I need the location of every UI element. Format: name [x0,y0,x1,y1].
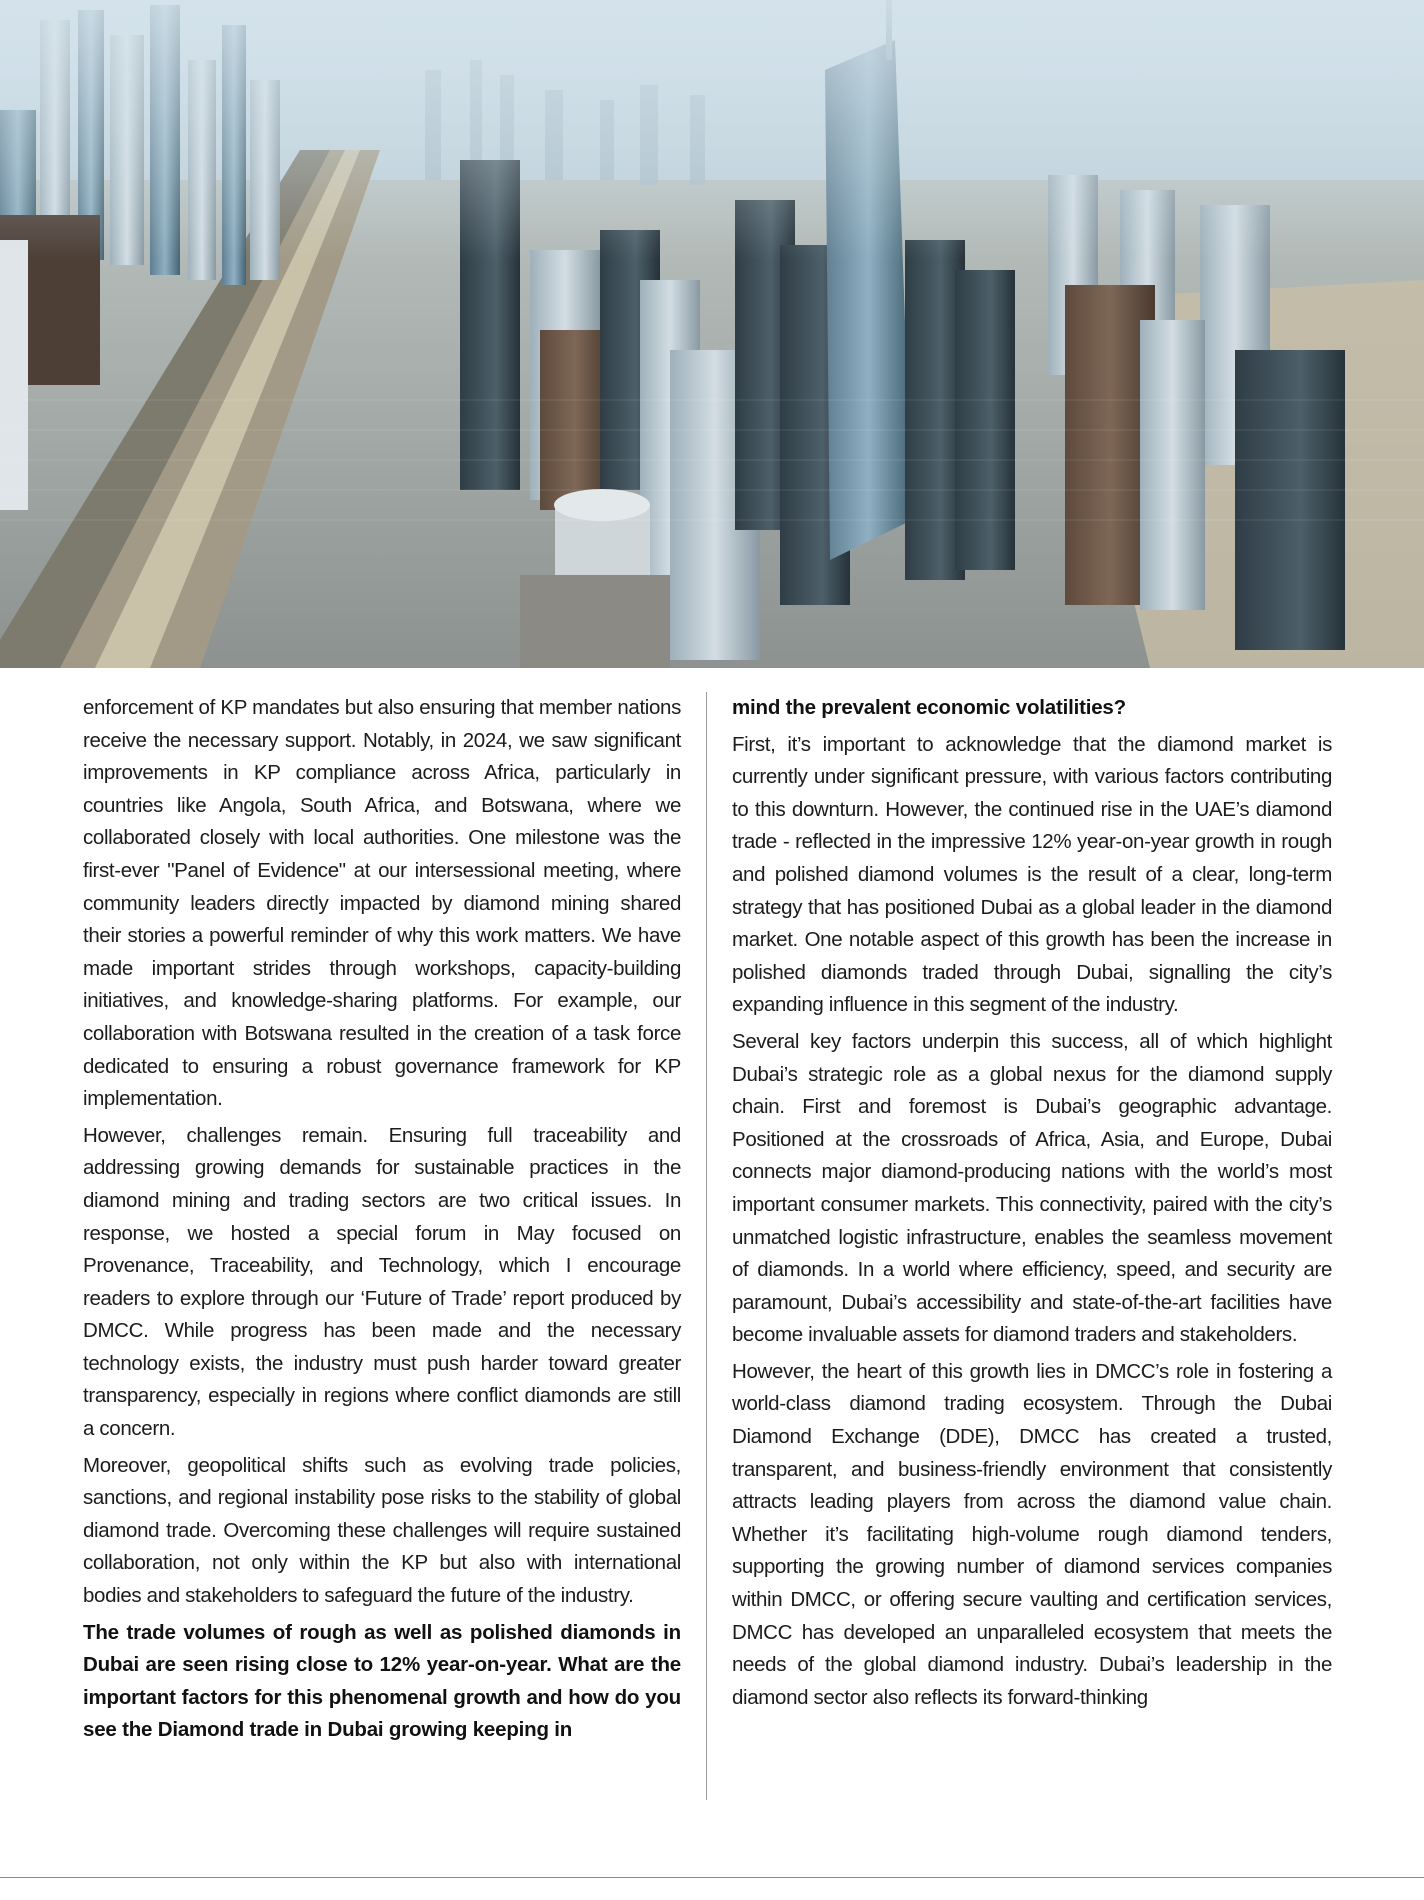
hero-image [0,0,1424,668]
body-paragraph: Several key factors underpin this success, all of which highlight Dubai’s strategic role as a global nexus for the diamond supply chain. First and foremost is Dubai’s geographic advantage. Positioned at the crossroads of Africa, Asia, and Europe, Dubai connects major diamond-producing nations with the world’s most important consumer markets. This connectivity, paired with the city’s unmatched logistic infrastructure, enables the seamless movement of diamonds. In a world where efficiency, speed, and security are paramount, Dubai’s accessibility and state-of-the-art facilities have become invaluable assets for diamond traders and stakeholders. [732,1029,1332,1347]
column-divider [706,692,707,1800]
interview-question: The trade volumes of rough as well as polished diamonds in Dubai are seen rising close to 12% year-on-year. What are the important factors for this phenomenal growth and how do you see the Diamond trade in Dubai growing keeping in [83,1620,681,1742]
body-paragraph: However, the heart of this growth lies in DMCC’s role in fostering a world-class diamond trading ecosystem. Through the Dubai Diamond Exchange (DDE), DMCC has created a trusted, transparent, and business-friendly environment that consistently attracts leading players from across the diamond value chain. Whether it’s facilitating high-volume rough diamond tenders, supporting the growing number of diamond services companies within DMCC, or offering secure vaulting and certification services, DMCC has developed an unparalleled ecosystem that meets the needs of the global diamond industry. Dubai’s leadership in the diamond sector also reflects its forward-thinking [732,1359,1332,1709]
body-paragraph: First, it’s important to acknowledge that the diamond market is currently under significant pressure, with various factors contributing to this downturn. However, the continued rise in the UAE’s diamond trade - reflected in the impressive 12% year-on-year growth in rough and polished diamond volumes is the result of a clear, long-term strategy that has positioned Dubai as a global leader in the diamond market. One notable aspect of this growth has been the increase in polished diamonds traded through Dubai, signalling the city’s expanding influence in this segment of the industry. [732,732,1332,1017]
body-paragraph: enforcement of KP mandates but also ensuring that member nations receive the necessary support. Notably, in 2024, we saw significant improvements in KP compliance across Africa, particularly in countries like Angola, South Africa, and Botswana, where we collaborated closely with local authorities. One milestone was the first-ever "Panel of Evidence" at our intersessional meeting, where community leaders directly impacted by diamond mining shared their stories a powerful reminder of why this work matters. We have made important strides through workshops, capacity-building initiatives, and knowledge-sharing platforms. For example, our collaboration with Botswana resulted in the creation of a task force dedicated to ensuring a robust governance framework for KP implementation. [83,696,681,1111]
body-paragraph: However, challenges remain. Ensuring full traceability and addressing growing demands for sustainable practices in the diamond mining and trading sectors are two critical issues. In response, we hosted a special forum in May focused on Provenance, Traceability, and Technology, which I encourage readers to explore through our ‘Future of Trade’ report produced by DMCC. While progress has been made and the necessary technology exists, the industry must push harder toward greater transparency, especially in regions where conflict diamonds are still a concern. [83,1123,681,1441]
right-column [732,692,1332,1718]
body-paragraph: Moreover, geopolitical shifts such as evolving trade policies, sanctions, and regional instability pose risks to the stability of global diamond trade. Overcoming these challenges will require sustained collaboration, not only within the KP but also with international bodies and stakeholders to safeguard the future of the industry. [83,1453,681,1608]
footer-rule [0,1877,1424,1878]
interview-question-continued: mind the prevalent economic volatilities? [732,696,1126,719]
city-skyline-illustration [0,0,1424,668]
left-column [83,692,681,1751]
